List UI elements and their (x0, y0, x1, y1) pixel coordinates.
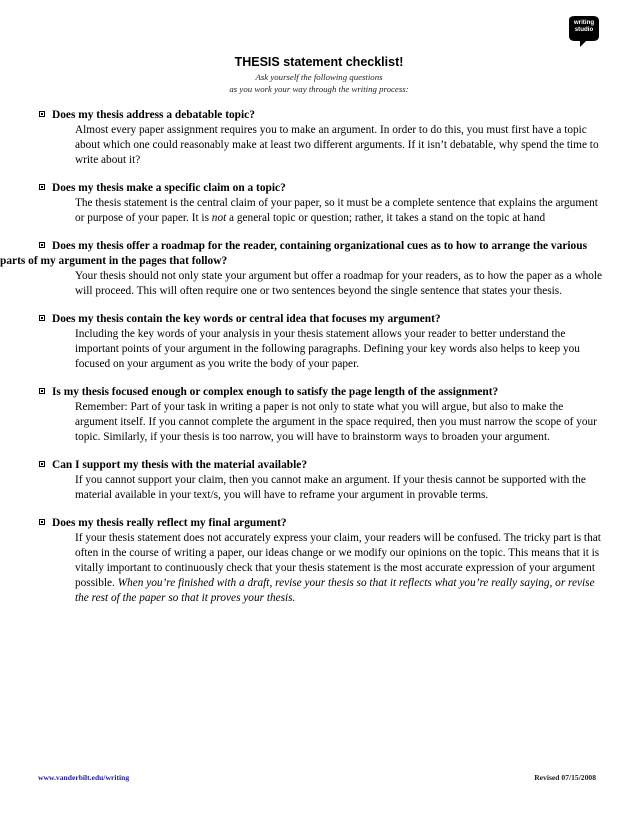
answer-emphasis: When you’re finished with a draft, revise your thesis so that it reflects what you’re really saying, or revise the rest of the paper so that it proves your thesis. (75, 577, 595, 604)
answer-emphasis: not (211, 212, 227, 224)
question-text: Does my thesis offer a roadmap for the reader, containing organizational cues as to how to arrange the various parts of my argument in the pages that follow? (0, 240, 588, 267)
checklist-item (38, 385, 606, 445)
checklist-answer: If you cannot support your claim, then you cannot make an argument. If your thesis cannot be supported with the material available in your text/s, you will have to reframe your argument in provable terms. (75, 474, 586, 501)
footer-website-link[interactable]: www.vanderbilt.edu/writing (38, 773, 130, 782)
page-title: THESIS statement checklist! (234, 55, 404, 69)
logo-line-2: studio (574, 25, 594, 33)
answer-text: If your thesis statement does not accurately express your claim, your readers will be confused. The tricky part is that often in the course of writing a paper, our ideas change or we modify our opinions on the topic. This means that it is vitally important to continuously check that your thesis statement is the most accurate expression of your argument possible. (75, 532, 601, 589)
logo-text (566, 20, 602, 33)
checkbox-bullet-icon (39, 184, 45, 190)
checkbox-bullet-icon (39, 111, 45, 117)
checklist (0, 108, 606, 619)
answer-text: The thesis statement is the central claim of your paper, so it must be a complete sentence that explains the argument or purpose of your paper. It is (75, 197, 598, 224)
checklist-question (38, 108, 606, 123)
checklist-question (38, 181, 606, 196)
checkbox-bullet-icon (39, 461, 45, 467)
checklist-answer: Your thesis should not only state your argument but offer a roadmap for your readers, as to how the paper as a whole will proceed. This will often require one or two sentences beyond the single sentence that states your thesis. (75, 270, 603, 297)
checkbox-bullet-icon (39, 242, 45, 248)
checkbox-bullet-icon (39, 315, 45, 321)
checklist-item (38, 181, 606, 226)
subtitle-line-1: Ask yourself the following questions (255, 72, 383, 82)
question-text: Does my thesis address a debatable topic? (52, 109, 255, 121)
question-text: Does my thesis contain the key words or central idea that focuses my argument? (52, 313, 441, 325)
logo-line-1: writing (573, 19, 595, 26)
footer-revised-date: Revised 07/15/2008 (534, 773, 596, 782)
checklist-answer: Including the key words of your analysis in your thesis statement allows your reader to better understand the important points of your argument in the following paragraphs. Defining your key words also helps to keep you focused on your argument as you write the body of your paper. (75, 328, 580, 370)
checklist-answer (75, 196, 606, 226)
checklist-item (38, 108, 606, 168)
checklist-answer: Remember: Part of your task in writing a paper is not only to state what you will argue, but also to make the argument itself. If you cannot complete the argument in the space required, then you must narrow the scope of your topic. Similarly, if your thesis is too narrow, you will have to brainstorm ways to broaden your argument. (75, 401, 597, 443)
checklist-question (38, 312, 606, 327)
question-text: Is my thesis focused enough or complex enough to satisfy the page length of the assignment? (52, 386, 499, 398)
checklist-question (38, 385, 606, 400)
checklist-answer: Almost every paper assignment requires you to make an argument. In order to do this, you must first have a topic about which one could reasonably make at least two different arguments. If it isn’t debatable, why spend the time to write about it? (75, 124, 599, 166)
checklist-question (38, 458, 606, 473)
checklist-item (0, 239, 606, 299)
checklist-item (38, 458, 606, 503)
checklist-item (38, 516, 606, 606)
answer-text-end: a general topic or question; rather, it takes a stand on the topic at hand (226, 212, 546, 224)
checklist-answer (75, 531, 606, 606)
checkbox-bullet-icon (39, 519, 45, 525)
subtitle-line-2: as you work your way through the writing process: (229, 84, 409, 94)
checklist-item (38, 312, 606, 372)
checklist-question (0, 239, 606, 269)
question-text: Does my thesis make a specific claim on a topic? (52, 182, 286, 194)
checkbox-bullet-icon (39, 388, 45, 394)
writing-studio-logo (566, 14, 602, 48)
question-text: Does my thesis really reflect my final argument? (52, 517, 287, 529)
checklist-question (38, 516, 606, 531)
question-text: Can I support my thesis with the material available? (52, 459, 308, 471)
